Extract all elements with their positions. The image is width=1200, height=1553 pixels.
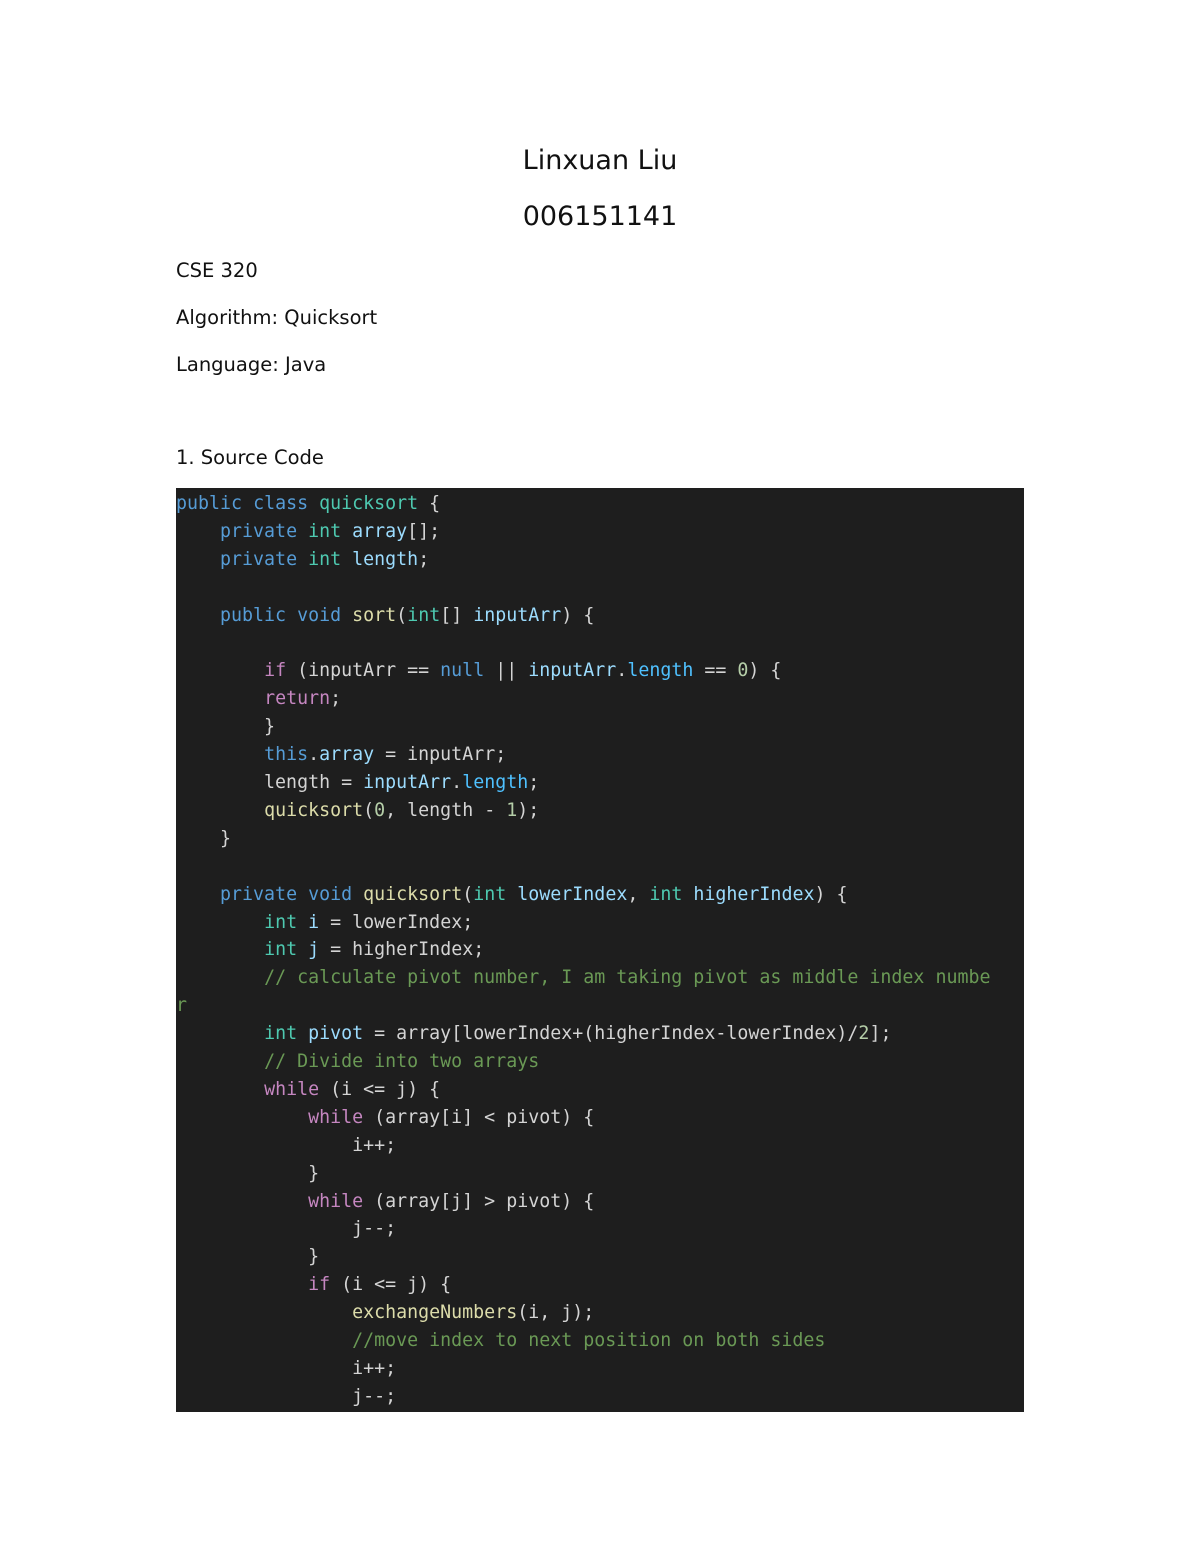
code-line [176,1383,396,1411]
code-token: ) { [748,660,782,682]
author-name: Linxuan Liu [522,145,678,176]
code-token [341,521,352,542]
code-token: (inputArr == [286,660,441,682]
code-line [176,546,429,574]
code-token: i [308,911,320,933]
code-token: exchangeNumbers [352,1302,518,1324]
code-token [176,1023,264,1044]
code-token [176,939,264,960]
code-token: 2 [858,1023,870,1045]
code-token: = inputArr; [374,744,507,766]
code-token: , length - [385,799,507,821]
code-token: array [319,744,375,766]
code-token: j [308,939,320,961]
code-token: (i, j); [517,1302,595,1324]
code-token: void [297,604,342,626]
code-token: while [308,1190,364,1212]
code-token: private [220,883,298,905]
code-token: private [220,548,298,570]
code-token [176,1274,308,1295]
code-token: inputArr [528,660,617,682]
code-token: return [264,688,331,710]
code-token: length = [176,772,364,793]
code-token [176,967,264,988]
code-token: = higherIndex; [319,939,485,961]
code-token: ) { [814,883,848,905]
code-token [176,912,264,933]
code-token: while [308,1106,364,1128]
code-token [176,1302,352,1323]
code-token [176,605,220,626]
student-id: 006151141 [522,201,678,232]
code-token: == [693,660,738,682]
course-label: CSE 320 [176,259,258,282]
code-token: [] [440,604,474,626]
code-token: this [264,744,309,766]
code-line [176,1299,594,1327]
code-token: (i <= j) { [319,1078,441,1100]
code-line [176,1327,825,1355]
code-token: 1 [506,799,518,821]
code-token: i++; [176,1357,397,1379]
code-token: { [418,493,441,514]
code-token: if [308,1274,331,1296]
code-token: ); [517,799,540,821]
code-token [176,744,264,765]
code-line [176,518,440,546]
code-line [176,909,473,937]
code-token: . [451,772,463,793]
code-token: private [220,520,298,542]
code-token [176,688,264,709]
code-line [176,741,506,769]
code-token [297,884,308,905]
code-token [176,1191,308,1212]
code-token: // Divide into two arrays [264,1051,540,1072]
code-token: inputArr [363,772,452,793]
code-token: int [264,939,298,961]
code-line [176,881,848,909]
code-line [176,1215,396,1243]
code-token: lowerIndex [517,883,628,905]
code-token [176,549,220,570]
code-line [176,1160,319,1188]
code-token [297,939,308,960]
code-token: } [176,827,232,849]
code-token: ; [418,548,430,570]
code-token: (array[j] > pivot) { [363,1190,595,1212]
code-line [176,713,275,741]
code-token: int [264,1023,298,1045]
code-line [176,1076,440,1104]
code-token: int [308,520,342,542]
code-line [176,936,484,964]
code-token: j--; [176,1385,397,1407]
code-token: = array[lowerIndex+(higherIndex-lowerIndex)/ [363,1023,859,1045]
code-line [176,1020,891,1048]
code-token [176,660,264,681]
code-token: } [176,1246,320,1268]
code-token: int [308,548,342,570]
code-token [176,1107,308,1128]
code-token: inputArr [473,604,562,626]
code-token: null [440,660,485,682]
code-line [176,1355,396,1383]
code-token [341,549,352,570]
code-token [176,884,220,905]
code-token: ; [330,688,342,710]
code-line [176,992,187,1020]
code-token: quicksort [319,493,419,514]
code-line [176,1243,319,1271]
code-token: (array[i] < pivot) { [363,1106,595,1128]
code-token: . [308,744,320,766]
code-token: public [220,604,287,626]
code-token: length [627,660,694,682]
code-token: j--; [176,1218,397,1240]
code-line [176,1188,594,1216]
code-token: ( [363,799,375,821]
code-token: r [176,995,188,1017]
code-token: higherIndex [693,883,815,905]
code-token: ( [462,883,474,905]
code-token: // calculate pivot number, I am taking pivot as middle index numbe [264,967,991,989]
code-token: pivot [308,1023,364,1045]
code-token: []; [407,520,441,542]
code-token: int [649,883,683,905]
code-token: sort [352,604,397,626]
code-token: int [473,883,507,905]
code-token: ( [396,604,408,626]
code-token [242,493,253,514]
code-line [176,1271,451,1299]
language-label: Language: Java [176,353,327,376]
code-token [286,605,297,626]
code-token [176,800,264,821]
code-line [176,1048,539,1076]
code-token: while [264,1078,320,1100]
code-token [341,605,352,626]
code-token: int [407,604,441,626]
code-token: , [627,883,650,905]
code-token [682,884,693,905]
code-line [176,1104,594,1132]
code-token [352,884,363,905]
code-token: (i <= j) { [330,1274,452,1296]
code-token [176,1330,352,1351]
code-token: 0 [374,799,386,821]
code-token: || [484,660,529,682]
code-line [176,685,341,713]
code-token [297,549,308,570]
code-token: array [352,520,408,542]
code-token: ; [528,772,540,793]
code-token [176,1079,264,1100]
code-token: i++; [176,1134,397,1156]
code-line [176,797,539,825]
code-token: void [308,883,353,905]
code-token [176,521,220,542]
code-line [176,490,440,518]
code-token: } [176,716,276,738]
code-token: quicksort [363,883,463,905]
code-token: ) { [561,604,595,626]
code-token: } [176,1162,320,1184]
code-token [308,493,319,514]
code-token: //move index to next position on both sides [352,1330,826,1351]
code-token: length [462,772,529,793]
code-token: 0 [737,660,749,682]
code-block [176,488,1024,1412]
code-token: if [264,660,287,682]
code-token: int [264,911,298,933]
code-token: = lowerIndex; [319,911,474,933]
code-token: public [176,493,243,514]
code-line [176,825,231,853]
algorithm-label: Algorithm: Quicksort [176,306,378,329]
code-line [176,964,990,992]
code-token: ]; [869,1023,892,1045]
code-token [506,884,517,905]
code-token: length [352,548,419,570]
code-token [297,1023,308,1044]
code-token [297,521,308,542]
code-line [176,657,781,685]
code-token [176,1051,264,1072]
code-token: quicksort [264,799,364,821]
code-token [297,912,308,933]
section-heading: 1. Source Code [176,446,324,469]
code-token: class [253,493,309,514]
code-line [176,602,594,630]
code-token: . [616,660,628,682]
code-line [176,1132,396,1160]
code-line [176,769,539,797]
